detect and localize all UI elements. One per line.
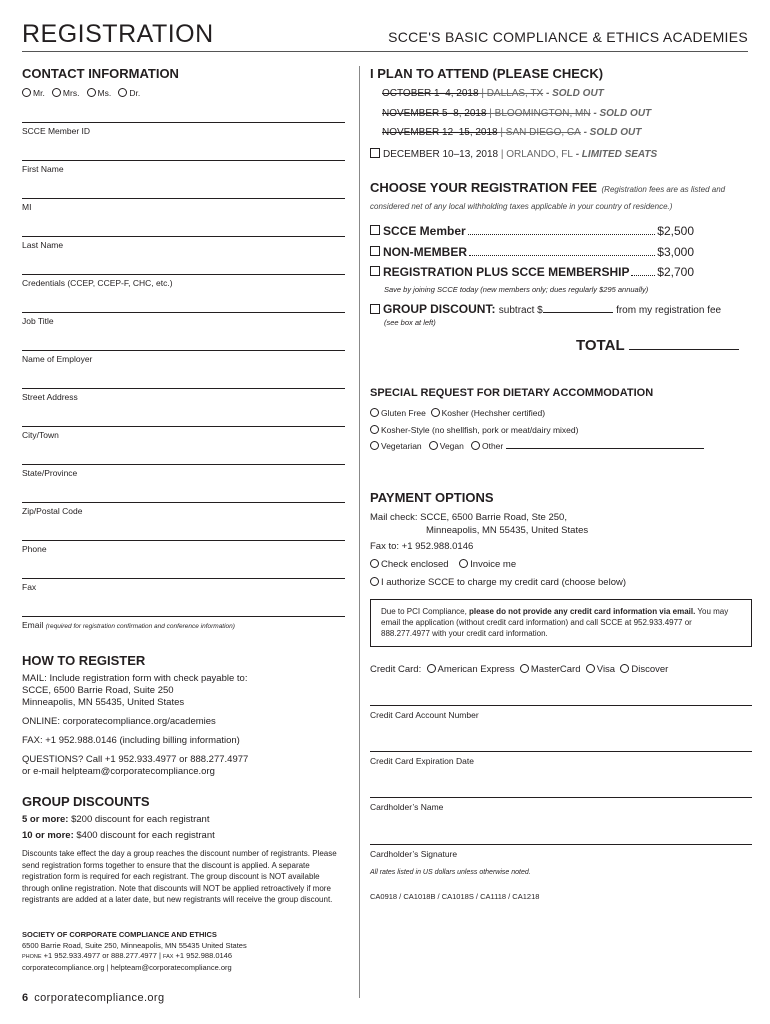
card-number-label: Credit Card Account Number <box>370 710 479 720</box>
session-date: NOVEMBER 5–8, 2018 <box>382 108 487 119</box>
dietary-other[interactable]: Other <box>471 441 503 451</box>
dietary-gluten-free[interactable]: Gluten Free <box>370 408 426 418</box>
card-expiry-label: Credit Card Expiration Date <box>370 756 474 766</box>
academy-title: SCCE'S BASIC COMPLIANCE & ETHICS ACADEMIES <box>388 29 748 45</box>
pay-check-enclosed[interactable]: Check enclosed <box>370 559 449 570</box>
radio-icon <box>427 664 436 673</box>
credit-card-row <box>370 664 668 675</box>
fee-heading-block <box>370 180 755 214</box>
society-address: 6500 Barrie Road, Suite 250, Minneapolis, MN 55435 United States <box>22 940 247 950</box>
radio-icon <box>370 559 379 568</box>
dietary-kosher-style[interactable]: Kosher-Style (no shellfish, pork or meat/dairy mixed) <box>370 425 578 435</box>
how-questions <box>22 754 248 778</box>
phone-sep: | <box>156 951 164 960</box>
session-city: BLOOMINGTON, MN <box>494 108 591 119</box>
city-input[interactable] <box>22 426 345 427</box>
session-status: - SOLD OUT <box>590 108 652 119</box>
session-sep: | <box>478 88 487 99</box>
card-expiry-input[interactable] <box>370 751 752 752</box>
state-input[interactable] <box>22 464 345 465</box>
member-id-input[interactable] <box>22 122 345 123</box>
salutation-dr[interactable]: Dr. <box>118 88 140 98</box>
group-tier-1 <box>22 814 209 826</box>
cardholder-name-input[interactable] <box>370 797 752 798</box>
radio-icon <box>520 664 529 673</box>
credit-card-label: Credit Card: <box>370 664 422 675</box>
fee-heading: CHOOSE YOUR REGISTRATION FEE <box>370 180 598 195</box>
dietary-row-3 <box>370 441 704 451</box>
radio-icon <box>370 577 379 586</box>
attend-heading: I PLAN TO ATTEND (PLEASE CHECK) <box>370 66 604 81</box>
dietary-row-1 <box>370 408 545 418</box>
payment-row-1 <box>370 559 516 570</box>
checkbox-icon[interactable] <box>370 225 380 235</box>
society-phone <box>22 951 247 963</box>
header-rule <box>22 51 748 52</box>
fee-price: $2,700 <box>657 265 694 279</box>
credentials-label: Credentials (CCEP, CCEP-F, CHC, etc.) <box>22 278 173 288</box>
dietary-kosher[interactable]: Kosher (Hechsher certified) <box>431 408 545 418</box>
session-sep: | <box>486 108 495 119</box>
page-number: 6 <box>22 992 29 1004</box>
group-heading: GROUP DISCOUNTS <box>22 794 150 809</box>
dietary-other-input[interactable] <box>506 448 704 449</box>
society-block <box>22 930 247 973</box>
salutation-group <box>22 88 140 98</box>
pci-notice <box>370 599 752 647</box>
radio-icon <box>52 88 61 97</box>
job-title-label: Job Title <box>22 316 54 326</box>
last-name-label: Last Name <box>22 240 64 250</box>
membership-note: Save by joining SCCE today (new members only; dues regularly $295 annually) <box>384 285 649 294</box>
payment-row-2 <box>370 577 626 588</box>
checkbox-icon[interactable] <box>370 266 380 276</box>
tier-1-count: 5 or more: <box>22 814 69 825</box>
salutation-ms[interactable]: Ms. <box>87 88 112 98</box>
last-name-input[interactable] <box>22 236 345 237</box>
tier-2-count: 10 or more: <box>22 830 74 841</box>
radio-icon <box>370 441 379 450</box>
radio-icon <box>87 88 96 97</box>
form-codes: CA0918 / CA1018B / CA1018S / CA1118 / CA1218 <box>370 892 540 901</box>
email-label-row <box>22 620 235 630</box>
cardholder-signature-input[interactable] <box>370 844 752 845</box>
mi-label: MI <box>22 202 32 212</box>
credentials-input[interactable] <box>22 274 345 275</box>
card-amex[interactable]: American Express <box>427 664 515 675</box>
checkbox-icon[interactable] <box>370 148 380 158</box>
state-label: State/Province <box>22 468 78 478</box>
dietary-row-2 <box>370 425 578 435</box>
radio-icon <box>431 408 440 417</box>
contact-heading: CONTACT INFORMATION <box>22 66 179 81</box>
session-date: DECEMBER 10–13, 2018 <box>383 149 499 160</box>
pci-notice-text-2: You may email the application (without credit card information) and call SCCE at 952.933.4977 or 888.277.4977 with your credit card information. <box>381 607 729 638</box>
phone-input[interactable] <box>22 540 345 541</box>
how-mail <box>22 673 247 709</box>
mi-input[interactable] <box>22 198 345 199</box>
how-mail-line: MAIL: Include registration form with check payable to: <box>22 673 248 684</box>
radio-icon <box>471 441 480 450</box>
dietary-vegetarian[interactable]: Vegetarian <box>370 441 422 451</box>
total-label: TOTAL <box>576 337 625 354</box>
street-label: Street Address <box>22 392 78 402</box>
email-label: Email <box>22 620 44 630</box>
footer <box>22 992 165 1004</box>
how-questions-line: or e-mail helpteam@corporatecompliance.org <box>22 766 215 777</box>
pay-credit-card[interactable]: I authorize SCCE to charge my credit card (choose below) <box>370 577 626 588</box>
session-3 <box>382 127 641 138</box>
fee-label: REGISTRATION PLUS SCCE MEMBERSHIP <box>383 265 630 279</box>
phone-number: +1 952.933.4977 or 888.277.4977 <box>43 951 157 960</box>
street-input[interactable] <box>22 388 345 389</box>
cardholder-name-label: Cardholder’s Name <box>370 802 444 812</box>
group-discount-text: subtract $ <box>498 305 543 316</box>
payment-mail-line: Mail check: SCCE, 6500 Barrie Road, Ste 250, <box>370 512 567 523</box>
phone-label: Phone <box>22 544 47 554</box>
pci-notice-text: Due to PCI Compliance, <box>381 607 470 616</box>
session-date: NOVEMBER 12–15, 2018 <box>382 127 498 138</box>
group-note: Discounts take effect the day a group reaches the discount number of registrants. Please send registration forms together to ensure that the discount is applied. A separate registration form is required for each registrant. The group discount is NOT available through online registration. Note that discounts will NOT be applied retroactively if more registrants are added at a later date, but new registrants will receive the group discount. <box>22 849 337 904</box>
fee-price: $3,000 <box>657 245 694 259</box>
group-discount-after: from my registration fee <box>616 305 722 316</box>
payment-mail <box>370 511 588 537</box>
city-label: City/Town <box>22 430 59 440</box>
dietary-vegan[interactable]: Vegan <box>429 441 464 451</box>
fee-note: (Registration fees are as listed and considered net of any local withholding taxes applicable in your country of residence.) <box>370 185 726 211</box>
payment-heading: PAYMENT OPTIONS <box>370 490 494 505</box>
page-title: REGISTRATION <box>22 20 214 48</box>
group-discount-amount[interactable] <box>543 312 613 313</box>
cardholder-signature-label: Cardholder’s Signature <box>370 849 458 859</box>
tier-2-text: $400 discount for each registrant <box>73 830 215 841</box>
session-status: - SOLD OUT <box>543 88 604 99</box>
first-name-input[interactable] <box>22 160 345 161</box>
zip-input[interactable] <box>22 502 345 503</box>
salutation-mr[interactable]: Mr. <box>22 88 45 98</box>
how-online: ONLINE: corporatecompliance.org/academies <box>22 716 216 727</box>
payment-fax: Fax to: +1 952.988.0146 <box>370 541 474 552</box>
employer-input[interactable] <box>22 350 345 351</box>
employer-label: Name of Employer <box>22 354 93 364</box>
total-row <box>576 337 739 354</box>
email-note: (required for registration confirmation and conference information) <box>45 623 235 630</box>
session-4[interactable] <box>370 148 657 160</box>
email-input[interactable] <box>22 616 345 617</box>
leader-dots <box>468 225 656 235</box>
radio-icon <box>370 425 379 434</box>
radio-icon <box>620 664 629 673</box>
job-title-input[interactable] <box>22 312 345 313</box>
session-sep: | <box>498 149 507 160</box>
radio-icon <box>118 88 127 97</box>
salutation-mrs[interactable]: Mrs. <box>52 88 80 98</box>
footer-site: corporatecompliance.org <box>34 992 165 1004</box>
session-status: - SOLD OUT <box>580 127 642 138</box>
dietary-heading: SPECIAL REQUEST FOR DIETARY ACCOMMODATION <box>370 387 654 399</box>
fee-label: NON-MEMBER <box>383 245 467 259</box>
radio-icon <box>459 559 468 568</box>
card-discover[interactable]: Discover <box>620 664 668 675</box>
pay-invoice-me[interactable]: Invoice me <box>459 559 516 570</box>
how-questions-line: QUESTIONS? Call +1 952.933.4977 or 888.277.4977 <box>22 754 249 765</box>
card-visa[interactable]: Visa <box>586 664 615 675</box>
pci-notice-bold: please do not provide any credit card information via email. <box>469 607 696 616</box>
leader-dots <box>631 266 655 276</box>
society-name: SOCIETY OF CORPORATE COMPLIANCE AND ETHICS <box>22 930 217 939</box>
radio-icon <box>586 664 595 673</box>
radio-icon <box>370 408 379 417</box>
fax-number: +1 952.988.0146 <box>175 951 233 960</box>
fee-member[interactable] <box>370 224 694 238</box>
group-discount-note: (see box at left) <box>384 318 436 327</box>
fee-membership[interactable] <box>370 265 694 279</box>
how-mail-line: Minneapolis, MN 55435, United States <box>22 697 185 708</box>
group-discount-label: GROUP DISCOUNT: <box>383 302 496 316</box>
fax-input[interactable] <box>22 578 345 579</box>
fax-label: FAX <box>163 954 174 960</box>
radio-icon <box>22 88 31 97</box>
fee-group-discount <box>370 302 721 316</box>
session-city: ORLANDO, FL <box>506 149 573 160</box>
column-divider <box>359 66 360 998</box>
fax-label: Fax <box>22 582 37 592</box>
session-city: SAN DIEGO, CA <box>505 127 581 138</box>
card-mastercard[interactable]: MasterCard <box>520 664 581 675</box>
total-input[interactable] <box>629 349 739 350</box>
card-number-input[interactable] <box>370 705 752 706</box>
radio-icon <box>429 441 438 450</box>
how-mail-line: SCCE, 6500 Barrie Road, Suite 250 <box>22 685 174 696</box>
payment-mail-line: Minneapolis, MN 55435, United States <box>426 525 589 536</box>
zip-label: Zip/Postal Code <box>22 506 83 516</box>
fee-price: $2,500 <box>657 224 694 238</box>
session-status: - LIMITED SEATS <box>572 149 658 160</box>
rates-note: All rates listed in US dollars unless otherwise noted. <box>370 869 531 876</box>
session-sep: | <box>497 127 506 138</box>
session-2 <box>382 108 651 119</box>
checkbox-icon[interactable] <box>370 304 380 314</box>
how-heading: HOW TO REGISTER <box>22 653 146 668</box>
fee-nonmember[interactable] <box>370 245 694 259</box>
checkbox-icon[interactable] <box>370 246 380 256</box>
how-fax: FAX: +1 952.988.0146 (including billing information) <box>22 735 240 746</box>
tier-1-text: $200 discount for each registrant <box>68 814 210 825</box>
phone-label: PHONE <box>22 954 42 960</box>
society-web: corporatecompliance.org | helpteam@corporatecompliance.org <box>22 962 232 972</box>
session-city: DALLAS, TX <box>486 88 544 99</box>
member-id-label: SCCE Member ID <box>22 126 91 136</box>
group-tier-2 <box>22 830 215 842</box>
fee-label: SCCE Member <box>383 224 466 238</box>
session-1 <box>382 88 604 99</box>
first-name-label: First Name <box>22 164 64 174</box>
session-date: OCTOBER 1–4, 2018 <box>382 88 479 99</box>
leader-dots <box>469 246 655 256</box>
